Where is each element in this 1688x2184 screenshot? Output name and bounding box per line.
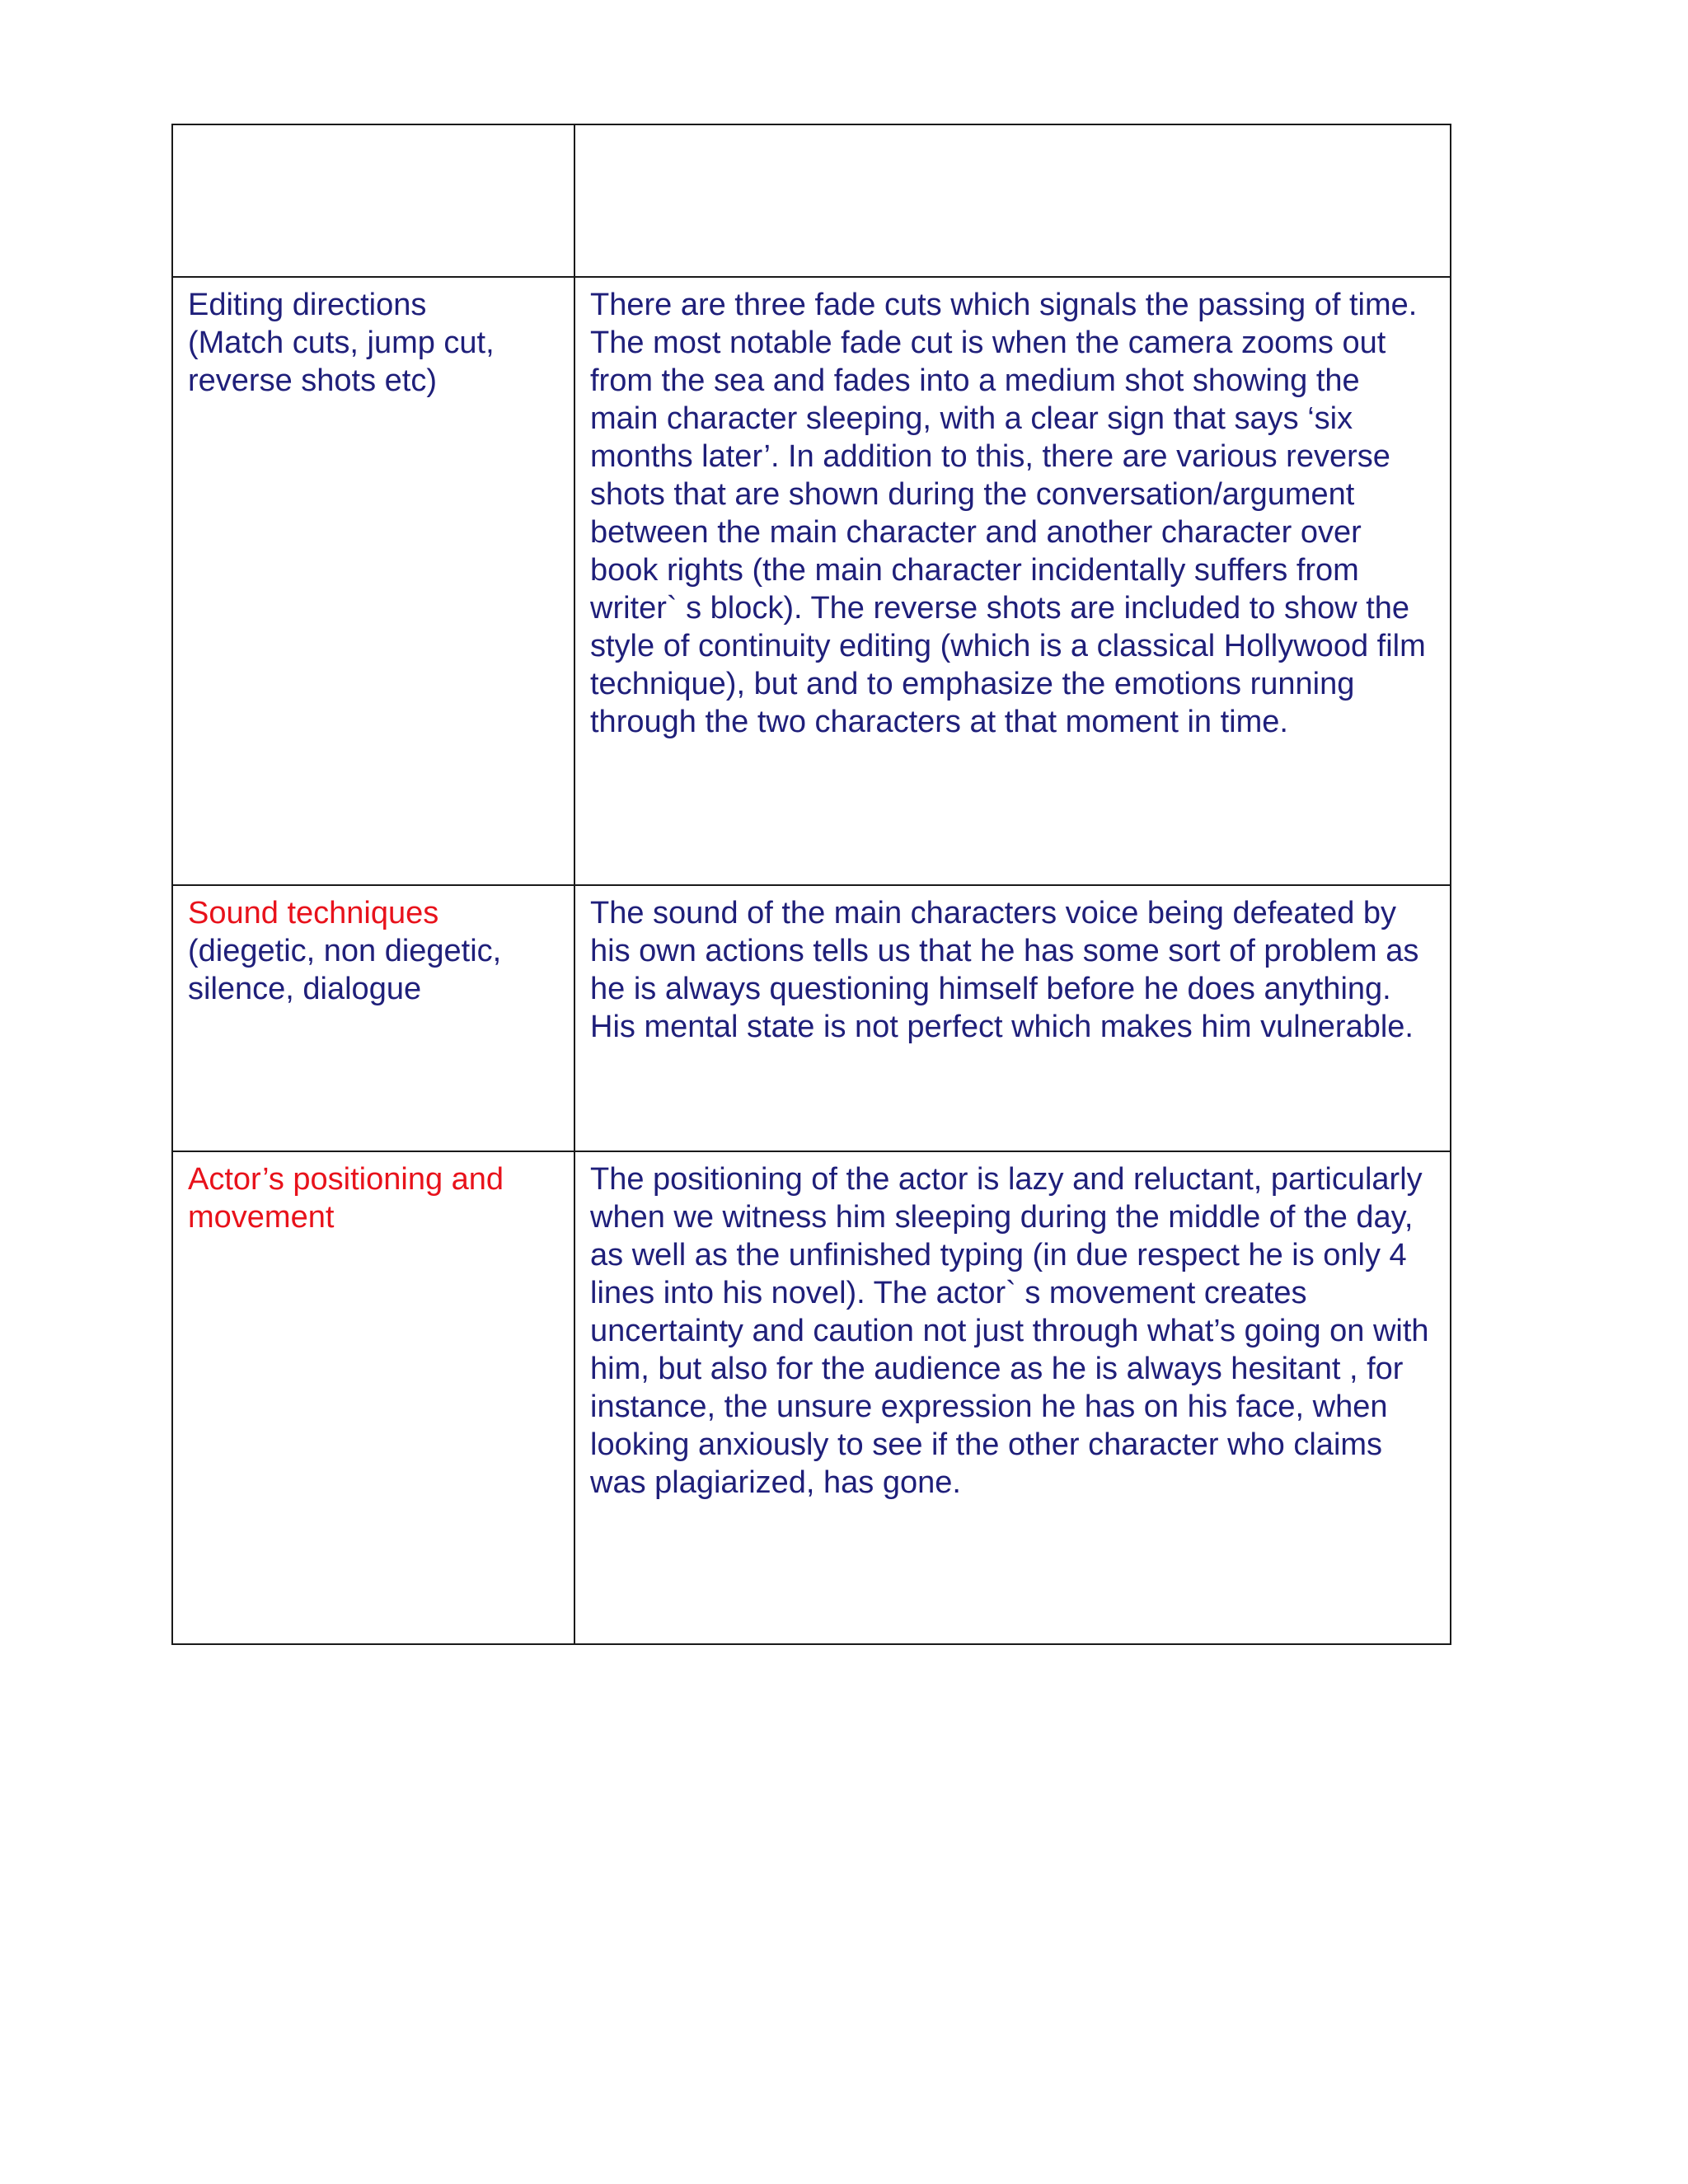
analysis-table bbox=[171, 124, 1451, 1645]
table-row bbox=[172, 124, 1451, 277]
row-description-sound: The sound of the main characters voice being defeated by his own actions tells us that he has some sort of problem as he is always questioning himself before he does anything. His mental state is not perfect which makes him vulnerable. bbox=[590, 896, 1419, 1044]
row-description-actor: The positioning of the actor is lazy and reluctant, particularly when we witness him sleeping during the middle of the day, as well as the unfinished typing (in due respect he is only 4 lines into his novel). The actor` s movement creates uncertainty and caution not just through what’s going on with him, but also for the audience as he is always hesitant , for instance, the unsure expression he has on his face, when looking anxiously to see if the other character who claims was plagiarized, has gone. bbox=[590, 1162, 1429, 1500]
label-cell bbox=[172, 277, 574, 885]
description-cell bbox=[574, 124, 1451, 277]
row-label-sound: Sound techniques bbox=[188, 896, 439, 930]
label-cell bbox=[172, 885, 574, 1151]
table-row bbox=[172, 1151, 1451, 1644]
row-description-editing: There are three fade cuts which signals the passing of time. The most notable fade cut is when the camera zooms out from the sea and fades into a medium shot showing the main character sleeping, with a clear sign that says ‘six months later’. In addition to this, there are various reverse shots that are shown during the conversation/argument between the main character and another character over book rights (the main character incidentally suffers from writer` s block). The reverse shots are included to show the style of continuity editing (which is a classical Hollywood film technique), but and to emphasize the emotions running through the two characters at that moment in time. bbox=[590, 288, 1426, 739]
label-cell bbox=[172, 124, 574, 277]
description-cell bbox=[574, 277, 1451, 885]
description-cell bbox=[574, 885, 1451, 1151]
description-cell bbox=[574, 1151, 1451, 1644]
row-sublabel-editing: (Match cuts, jump cut, reverse shots etc) bbox=[188, 326, 495, 398]
table-row bbox=[172, 277, 1451, 885]
row-label-editing: Editing directions bbox=[188, 288, 427, 322]
row-sublabel-sound: (diegetic, non diegetic, silence, dialogue bbox=[188, 934, 502, 1006]
table-row bbox=[172, 885, 1451, 1151]
label-cell bbox=[172, 1151, 574, 1644]
row-label-actor: Actor’s positioning and movement bbox=[188, 1162, 504, 1235]
